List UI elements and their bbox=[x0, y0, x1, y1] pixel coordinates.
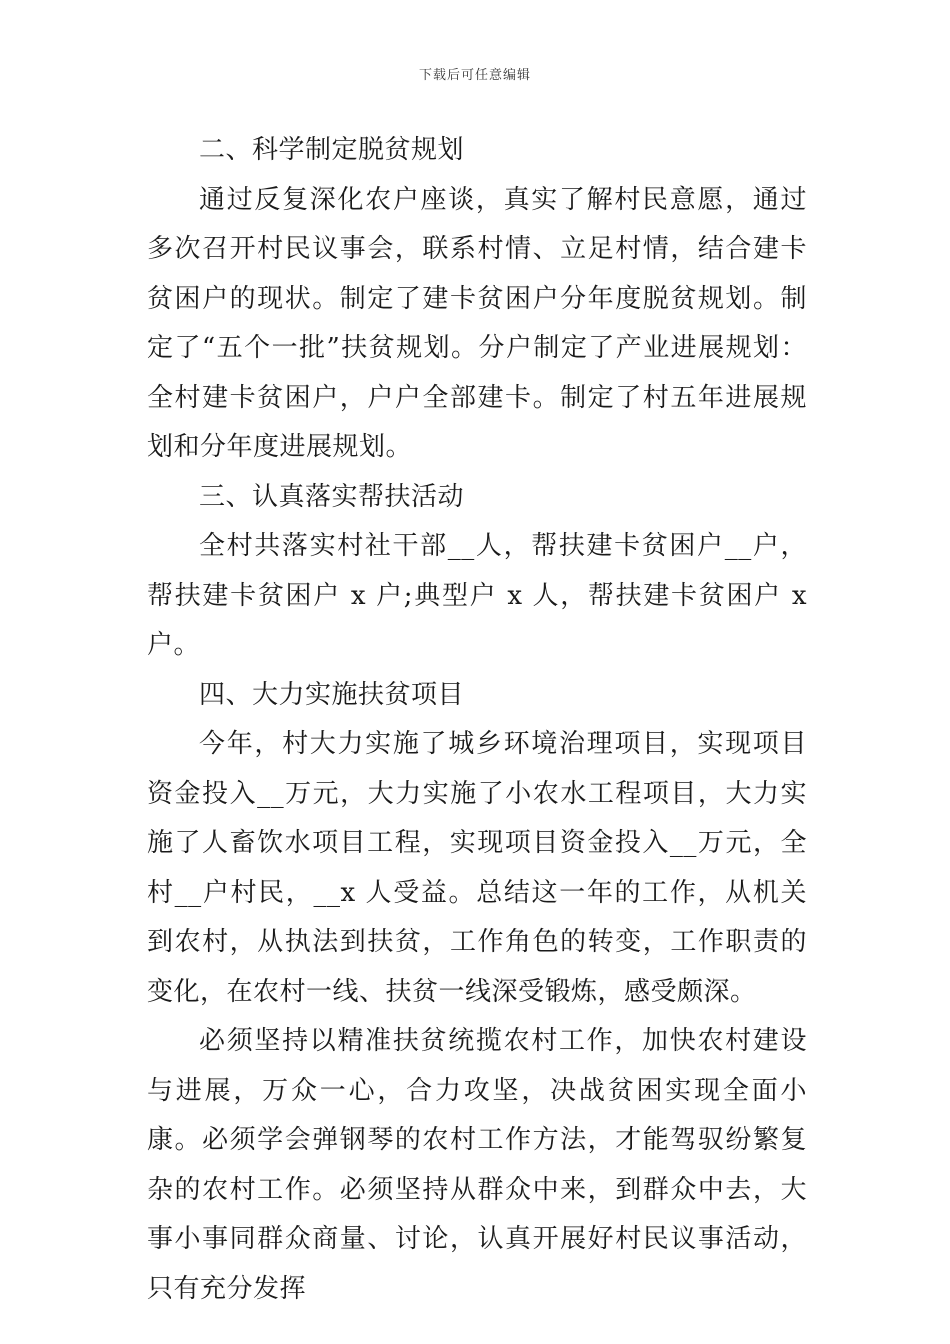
body-paragraph-assistance: 全村共落实村社干部__人，帮扶建卡贫困户__户，帮扶建卡贫困户 x 户;典型户 x 人，帮扶建卡贫困户 x 户。 bbox=[147, 531, 807, 660]
page-header-note: 下载后可任意编辑 bbox=[418, 68, 531, 83]
body-paragraph-reflection: 必须坚持以精准扶贫统揽农村工作，加快农村建设与进展，万众一心，合力攻坚，决战贫困实现全面小康。必须学会弹钢琴的农村工作方法，才能驾驭纷繁复杂的农村工作。必须坚持从群众中来，到群众中去，大事小事同群众商量、讨论，认真开展好村民议事活动，只有充分发挥 bbox=[147, 1026, 807, 1304]
document-body bbox=[147, 126, 807, 1314]
body-paragraph-planning: 通过反复深化农户座谈，真实了解村民意愿，通过多次召开村民议事会，联系村情、立足村情，结合建卡贫困户的现状。制定了建卡贫困户分年度脱贫规划。制定了“五个一批”扶贫规划。分户制定了产业进展规划：全村建卡贫困户，户户全部建卡。制定了村五年进展规划和分年度进展规划。 bbox=[147, 184, 807, 462]
body-paragraph-projects: 今年，村大力实施了城乡环境治理项目，实现项目资金投入__万元，大力实施了小农水工程项目，大力实施了人畜饮水项目工程，实现项目资金投入__万元，全村__户村民，__x 人受益。总结这一年的工作，从机关到农村，从执法到扶贫，工作角色的转变，工作职责的变化，在农村一线、扶贫一线深受锻炼，感受颇深。 bbox=[147, 729, 807, 1007]
section-heading-3: 三、认真落实帮扶活动 bbox=[199, 481, 465, 512]
section-heading-4: 四、大力实施扶贫项目 bbox=[199, 679, 465, 710]
section-heading-2: 二、科学制定脱贫规划 bbox=[199, 135, 465, 165]
